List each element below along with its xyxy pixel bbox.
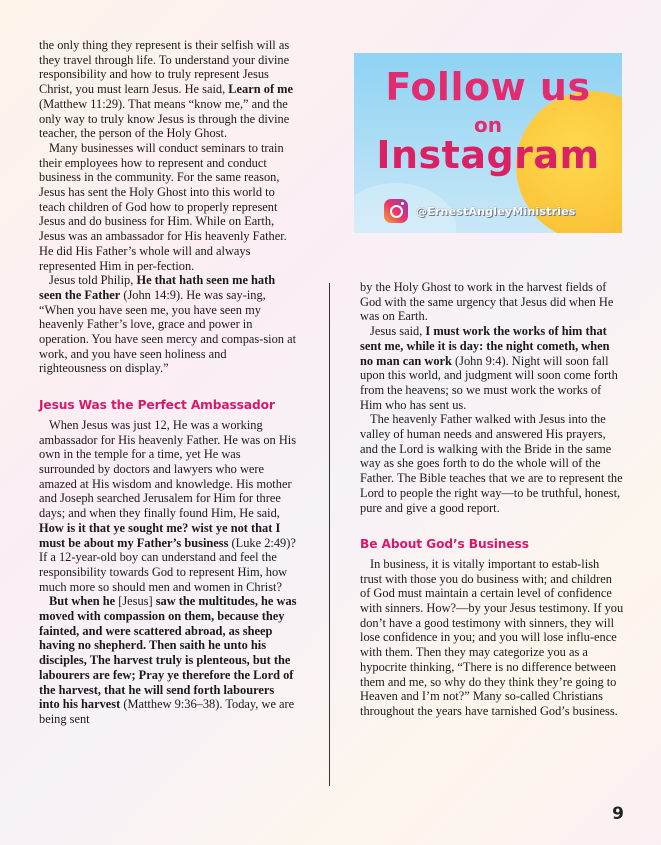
- paragraph: [39, 418, 297, 594]
- scripture-quote: He that hath seen me hath seen the Father: [39, 273, 276, 302]
- right-column: [360, 280, 624, 719]
- banner-title-line: Follow us: [385, 65, 591, 109]
- paragraph: [360, 324, 624, 412]
- text: (John 9:4). Night will soon fall upon this world, and judgment will soon come forth from the heavens; so we must work the works of Him who has sent us.: [360, 353, 618, 412]
- section-heading: Jesus Was the Perfect Ambassador: [39, 398, 275, 413]
- paragraph: Many businesses will conduct seminars to train their employees how to represent and conduct business in the community. For the same reason, Jesus has sent the Holy Ghost into this world to teach children of God how to properly represent Jesus and do business for Him. While on Earth, Jesus was an ambassador for His heavenly Father. He did His Father’s whole will and always represented Him in per-fection.: [39, 140, 287, 273]
- section-heading: Be About God’s Business: [360, 537, 529, 552]
- text: (John 14:9). He was say-ing, “When you have seen me, you have seen my heavenly Father’s love, grace and power in operation. You have seen mercy and compas-sion at work, and you have seen holiness and righteousness on display.”: [39, 287, 297, 376]
- scripture-quote: But when he: [49, 594, 116, 609]
- text: (Matthew 9:36–38). Today, we are being sent: [39, 697, 295, 726]
- scripture-quote: How is it that ye sought me? wist ye not that I must be about my Father’s business: [39, 520, 281, 550]
- text: Jesus said,: [370, 324, 426, 339]
- page-number: 9: [612, 804, 624, 824]
- text: [Jesus]: [115, 594, 156, 609]
- banner-title-line: Instagram: [376, 133, 600, 177]
- scripture-quote: I must work the works of him that sent me, while it is day: the night cometh, when no man can work: [360, 324, 610, 368]
- instagram-handle-row[interactable]: [384, 197, 576, 225]
- banner-title-line: on: [474, 113, 502, 137]
- scripture-quote: Learn of me: [228, 82, 293, 97]
- paragraph: [39, 594, 297, 726]
- paragraph: [39, 273, 297, 376]
- text: When Jesus was just 12, He was a working ambassador for His heavenly Father. He was on His own in the temple for a time, yet He was surrounded by doctors and lawyers who were amazed at His wisdom and knowledge. His mother and Joseph searched Jerusalem for Him for three days; and when they finally found Him, He said,: [39, 417, 297, 521]
- paragraph: The heavenly Father walked with Jesus into the valley of human needs and answered His prayers, and the Lord is walking with the Bride in the same way as she goes forth to do the whole will of the Father. The Bible teaches that we are to represent the Lord to people the right way—to be truthful, honest, pure and give a good report.: [360, 412, 623, 515]
- left-column: [39, 38, 297, 727]
- text: the only thing they represent is their selfish will as they travel through life. To understand your divine responsibility and how to truly represent Jesus Christ, you must learn Jesus. He said,: [39, 38, 290, 97]
- text: Jesus told Philip,: [49, 273, 137, 288]
- paragraph: [39, 38, 297, 141]
- text: (Luke 2:49)? If a 12-year-old boy can understand and feel the responsibility towards God to represent Him, how much more so should men and women in Christ?: [39, 535, 296, 594]
- text: (Matthew 11:29). That means “know me,” and the only way to truly know Jesus is through the divine teacher, the person of the Holy Ghost.: [39, 96, 290, 141]
- scripture-quote: saw the multitudes, he was moved with compassion on them, because they fainted, and were scattered abroad, as sheep having no shepherd. Then saith he unto his disciples, The harvest truly is plenteous, but the labourers are few; Pray ye therefore the Lord of the harvest, that he will send forth labourers into his harvest: [39, 594, 297, 712]
- column-divider: [329, 283, 330, 786]
- paragraph: by the Holy Ghost to work in the harvest fields of God with the same urgency that Jesus did when He was on Earth.: [360, 280, 614, 324]
- instagram-icon[interactable]: [384, 199, 408, 223]
- instagram-banner[interactable]: [354, 53, 622, 233]
- paragraph: In business, it is vitally important to estab-lish trust with those you do business with; and children of God must maintain a certain level of confidence with sinners. How?—by your Jesus testimony. If you don’t have a good testimony with sinners, they will lose confidence in you; and you will lose influ-ence with them. Then they may categorize you as a hypocrite thinking, “There is no difference between them and me, so why do they think they’re going to Heaven and I’m not?” Many so-called Christians throughout the years have tarnished God’s business.: [360, 556, 624, 718]
- instagram-handle[interactable]: @ErnestAngleyMinistries: [416, 204, 576, 218]
